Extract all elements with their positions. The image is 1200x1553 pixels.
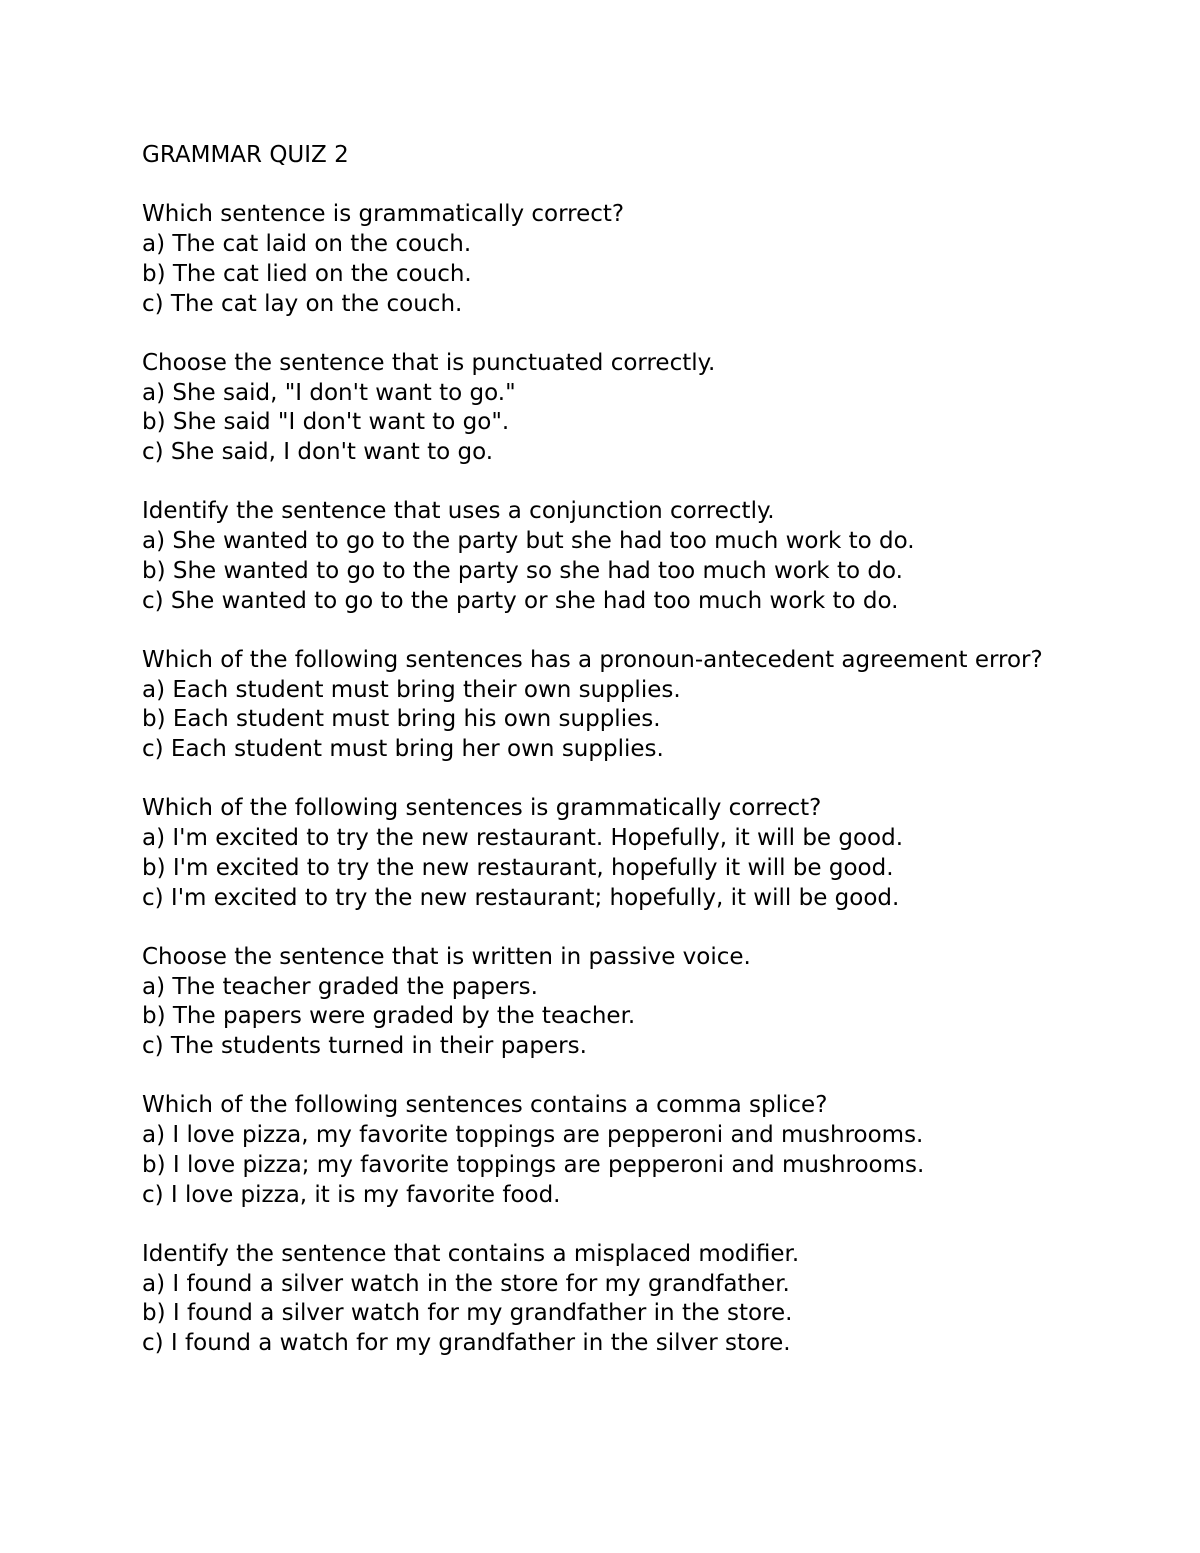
answer-option: c) She wanted to go to the party or she had too much work to do.: [142, 587, 899, 614]
option-list: [142, 973, 1102, 1062]
answer-option: c) The cat lay on the couch.: [142, 290, 463, 317]
question-text: Identify the sentence that contains a misplaced modifier.: [142, 1240, 800, 1267]
option-list: [142, 824, 1102, 913]
question-block: [142, 497, 1102, 616]
question-block: [142, 349, 1102, 468]
answer-option: b) I love pizza; my favorite toppings are pepperoni and mushrooms.: [142, 1151, 925, 1178]
option-list: [142, 230, 1102, 319]
question-block: [142, 943, 1102, 1062]
answer-option: b) The cat lied on the couch.: [142, 260, 472, 287]
answer-option: a) The cat laid on the couch.: [142, 231, 472, 258]
answer-option: a) The teacher graded the papers.: [142, 973, 538, 1000]
question-text: Which of the following sentences has a pronoun-antecedent agreement error?: [142, 646, 1043, 673]
question-text: Identify the sentence that uses a conjunction correctly.: [142, 498, 775, 525]
option-list: [142, 1121, 1102, 1210]
quiz-content: [142, 141, 1102, 1388]
question-text: Choose the sentence that is written in passive voice.: [142, 943, 751, 970]
question-block: [142, 646, 1102, 765]
question-text: Which of the following sentences is grammatically correct?: [142, 795, 822, 822]
answer-option: b) Each student must bring his own supplies.: [142, 706, 661, 733]
answer-option: c) Each student must bring her own supplies.: [142, 736, 664, 762]
answer-option: b) I'm excited to try the new restaurant, hopefully it will be good.: [142, 854, 894, 881]
answer-option: a) She wanted to go to the party but she had too much work to do.: [142, 528, 915, 555]
answer-option: c) The students turned in their papers.: [142, 1033, 587, 1059]
question-block: [142, 200, 1102, 319]
answer-option: b) She wanted to go to the party so she had too much work to do.: [142, 557, 903, 584]
answer-option: a) I love pizza, my favorite toppings are pepperoni and mushrooms.: [142, 1122, 924, 1149]
answer-option: b) The papers were graded by the teacher.: [142, 1003, 636, 1030]
page-title: GRAMMAR QUIZ 2: [142, 142, 349, 168]
answer-option: a) I'm excited to try the new restaurant. Hopefully, it will be good.: [142, 825, 904, 852]
question-block: [142, 1091, 1102, 1210]
answer-option: a) She said, "I don't want to go.": [142, 379, 516, 406]
answer-option: b) She said "I don't want to go".: [142, 409, 510, 436]
answer-option: c) I found a watch for my grandfather in the silver store.: [142, 1330, 791, 1356]
answer-option: a) I found a silver watch in the store for my grandfather.: [142, 1270, 790, 1297]
question-text: Choose the sentence that is punctuated correctly.: [142, 349, 716, 376]
answer-option: c) I love pizza, it is my favorite food.: [142, 1181, 561, 1208]
option-list: [142, 1270, 1102, 1359]
option-list: [142, 527, 1102, 616]
answer-option: a) Each student must bring their own supplies.: [142, 676, 681, 703]
option-list: [142, 676, 1102, 765]
question-block: [142, 794, 1102, 913]
question-text: Which of the following sentences contains a comma splice?: [142, 1092, 828, 1119]
answer-option: b) I found a silver watch for my grandfather in the store.: [142, 1300, 793, 1327]
option-list: [142, 379, 1102, 468]
answer-option: c) I'm excited to try the new restaurant; hopefully, it will be good.: [142, 884, 900, 911]
question-block: [142, 1240, 1102, 1359]
question-text: Which sentence is grammatically correct?: [142, 201, 625, 228]
answer-option: c) She said, I don't want to go.: [142, 439, 494, 465]
